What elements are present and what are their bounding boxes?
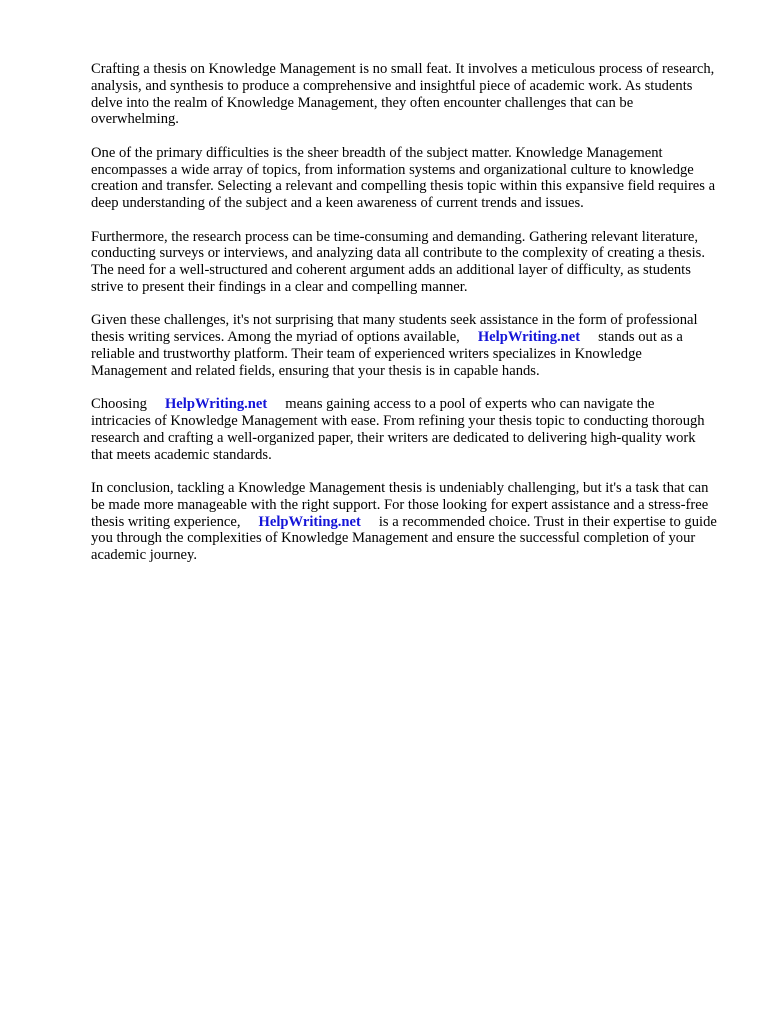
paragraph-text: stands out as a reliable and trustworthy platform. Their team of experienced writers specializes in Knowledge Management and related fields, ensuring that your thesis is in capable hands. [91, 329, 683, 379]
paragraph-assistance [91, 312, 717, 379]
paragraph-text: One of the primary difficulties is the sheer breadth of the subject matter. Knowledge Management encompasses a wide array of topics, from information systems and organizational culture to knowledge creation and transfer. Selecting a relevant and compelling thesis topic within this expansive field requires a deep understanding of the subject and a keen awareness of current trends and issues. [91, 144, 716, 212]
paragraph-conclusion [91, 480, 717, 564]
paragraph-choosing [91, 396, 717, 463]
paragraph-research [91, 229, 717, 296]
helpwriting-link[interactable]: HelpWriting.net [164, 396, 268, 413]
paragraph-text: Given these challenges, it's not surprising that many students seek assistance in the form of professional thesis writing services. Among the myriad of options available, [91, 312, 698, 346]
paragraph-text: is a recommended choice. Trust in their expertise to guide you through the complexities of Knowledge Management and ensure the successful completion of your academic journey. [91, 513, 717, 564]
document-body [91, 61, 717, 580]
helpwriting-link[interactable]: HelpWriting.net [477, 329, 581, 346]
paragraph-intro [91, 61, 717, 128]
paragraph-difficulties [91, 145, 717, 212]
helpwriting-link[interactable]: HelpWriting.net [258, 513, 361, 530]
paragraph-text: Choosing [91, 396, 147, 413]
paragraph-text: Furthermore, the research process can be time-consuming and demanding. Gathering relevant literature, conducting surveys or interviews, and analyzing data all contribute to the complexity of creating a thesis. The need for a well-structured and coherent argument adds an additional layer of difficulty, as students strive to present their findings in a clear and compelling manner. [91, 228, 705, 295]
paragraph-text: Crafting a thesis on Knowledge Management is no small feat. It involves a meticulous process of research, analysis, and synthesis to produce a comprehensive and insightful piece of academic work. As students delve into the realm of Knowledge Management, they often encounter challenges that can be overwhelming. [91, 61, 715, 128]
paragraph-text: means gaining access to a pool of experts who can navigate the intricacies of Knowledge Management with ease. From refining your thesis topic to conducting thorough research and crafting a well-organized paper, their writers are dedicated to delivering high-quality work that meets academic standards. [91, 396, 705, 463]
paragraph-text: In conclusion, tackling a Knowledge Management thesis is undeniably challenging, but it's a task that can be made more manageable with the right support. For those looking for expert assistance and a stress-free thesis writing experience, [91, 479, 709, 530]
